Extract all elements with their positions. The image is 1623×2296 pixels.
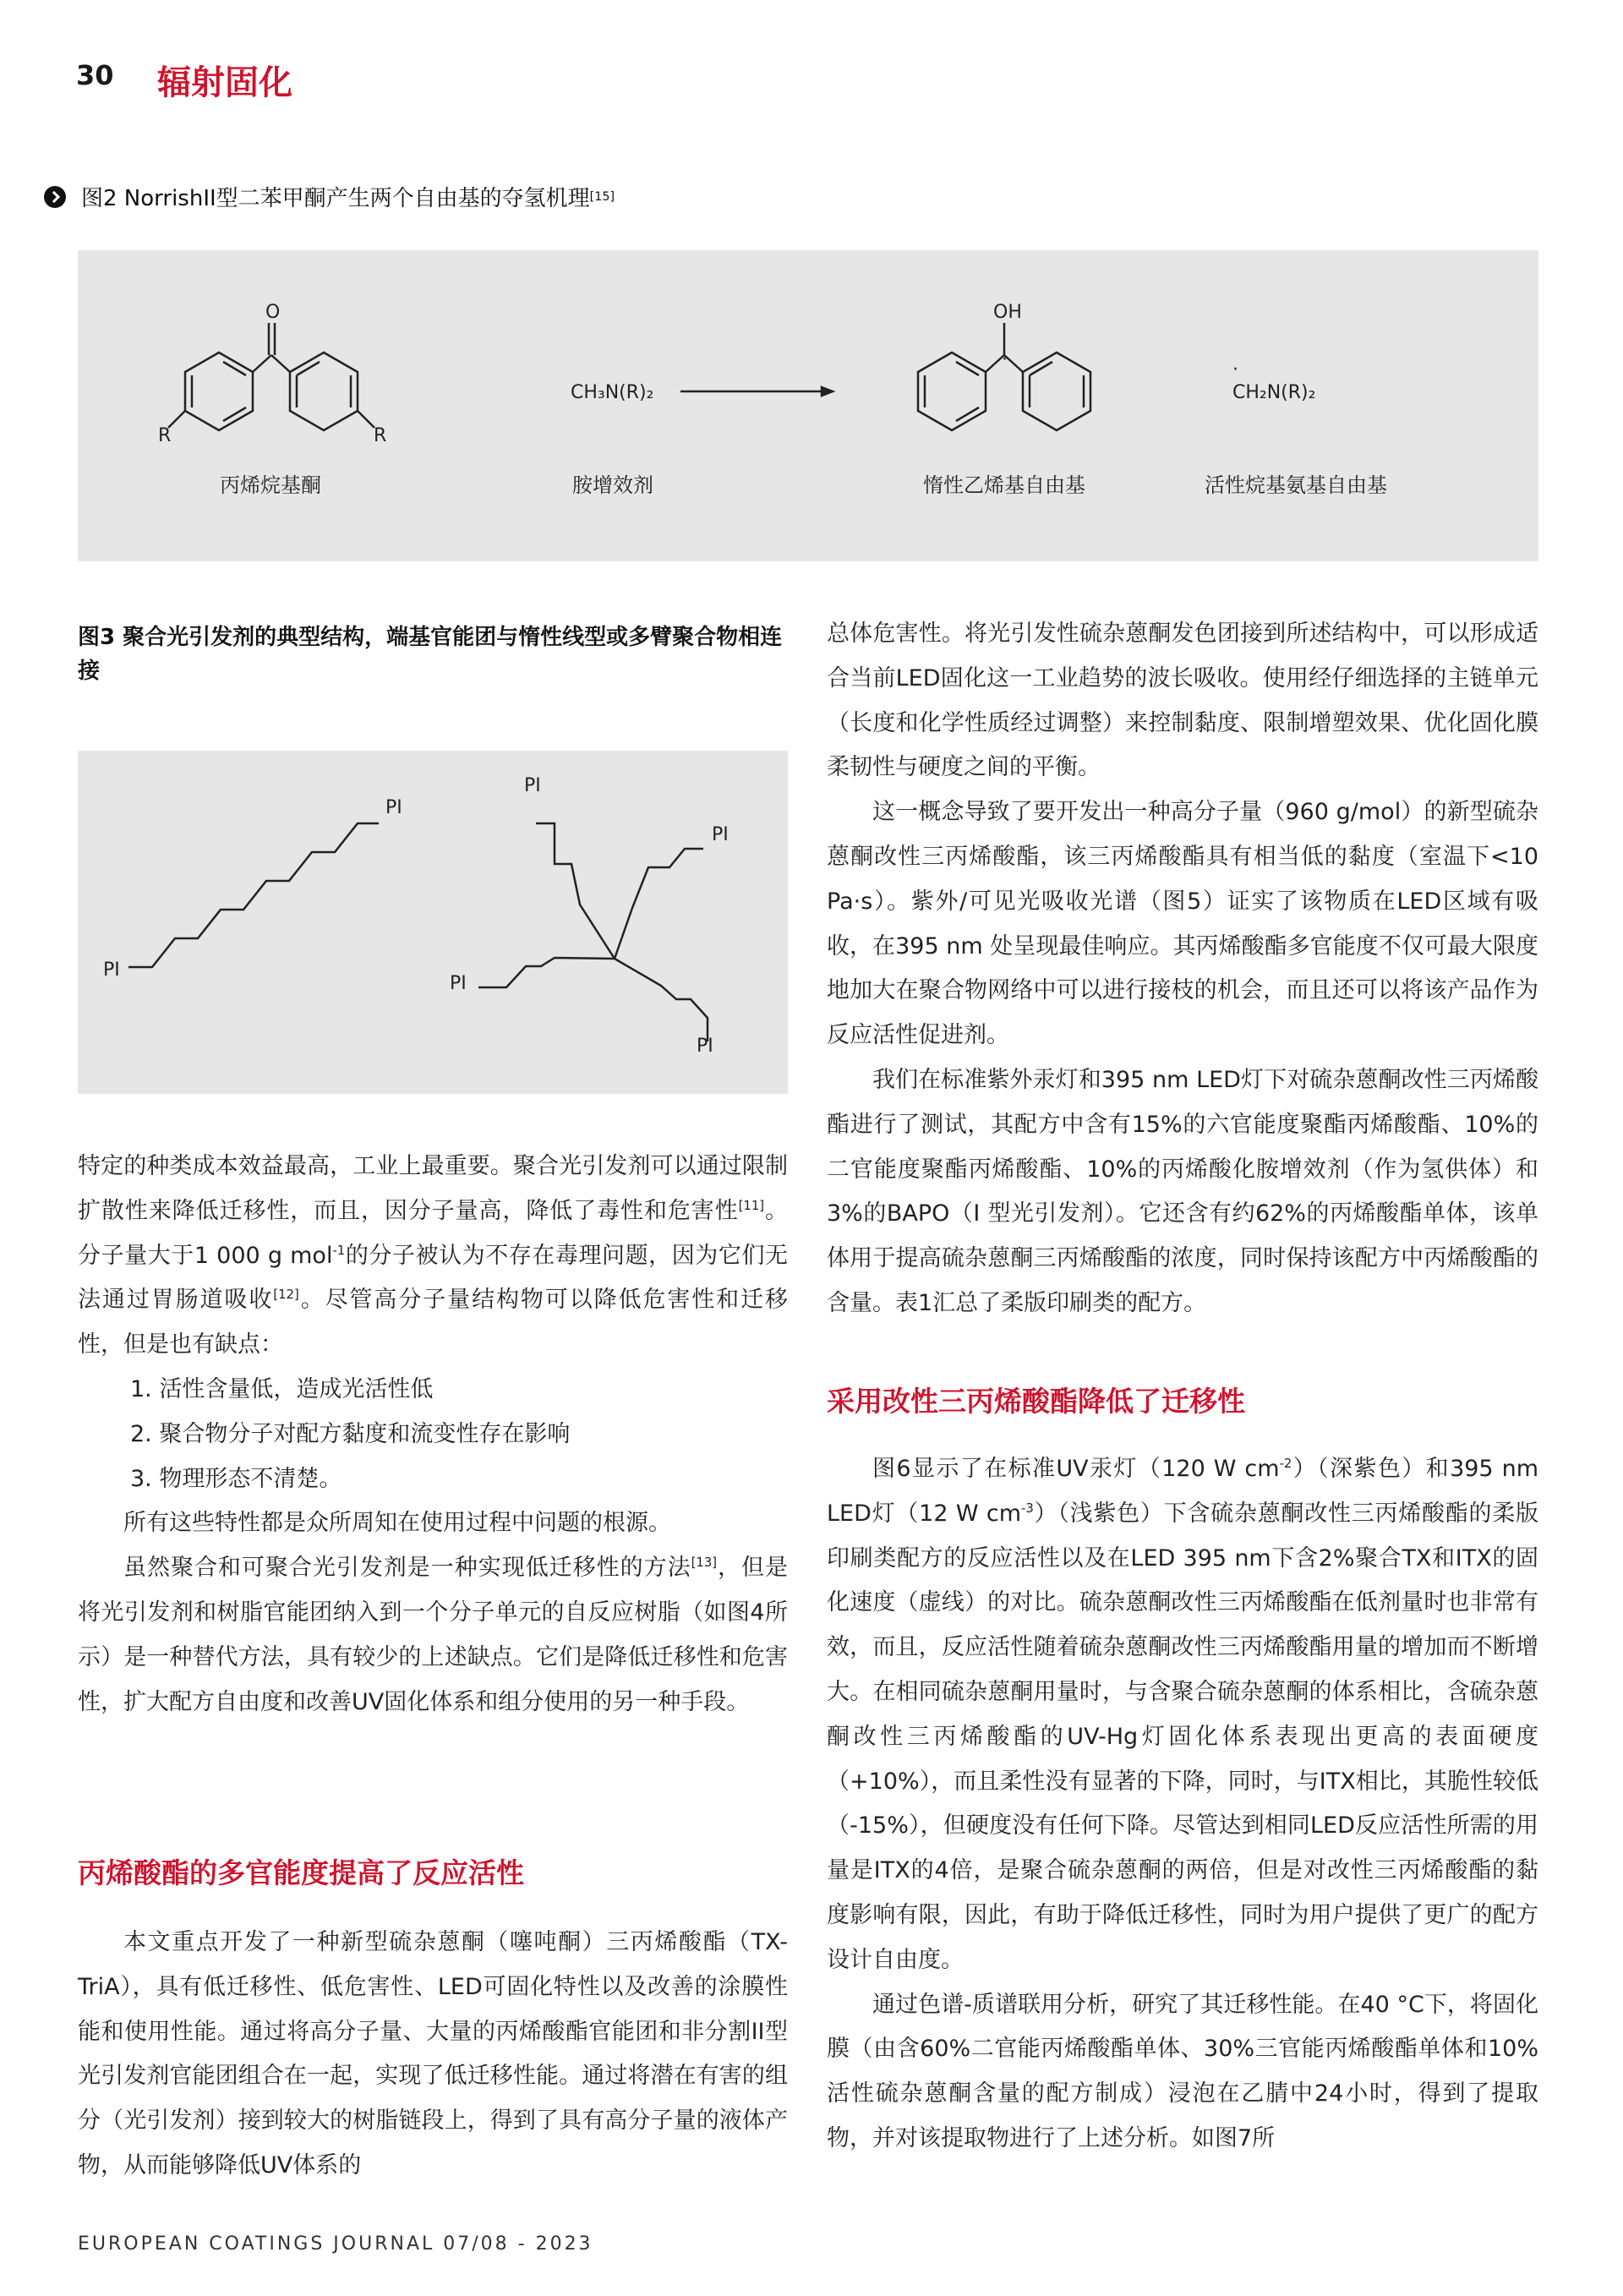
- superscript: -2: [1279, 1456, 1292, 1471]
- pi-label: PI: [450, 973, 467, 994]
- radical-dot: ·: [1232, 359, 1238, 380]
- figure-3-caption: 图3 聚合光引发剂的典型结构，端基官能团与惰性线型或多臂聚合物相连接: [78, 625, 783, 684]
- figure-2: [78, 250, 1538, 561]
- citation-ref: [11]: [738, 1197, 765, 1213]
- label-inert-radical: 惰性乙烯基自由基: [923, 473, 1085, 497]
- amine-formula: CH₃N(R)₂: [571, 382, 654, 403]
- benzene-ring-right: [290, 353, 358, 430]
- pi-label: PI: [712, 824, 729, 845]
- citation-ref: [12]: [273, 1287, 299, 1303]
- superscript: -1: [332, 1242, 346, 1258]
- text-run: 特定的种类成本效益最高，工业上最重要。聚合光引发剂可以通过限制扩散性来降低迁移性，而且，因分子量高，降低了毒性和危害性: [78, 1153, 788, 1224]
- section-heading: 采用改性三丙烯酸酯降低了迁移性: [827, 1385, 1245, 1418]
- text-run: 图6显示了在标准UV汞灯（120 W cm: [872, 1456, 1280, 1482]
- aminoalkyl-radical-formula: CH₂N(R)₂: [1232, 382, 1316, 403]
- text-run: 。尽管高分子量结构物可以降低危害性和迁移性，但是也有缺点：: [78, 1287, 789, 1358]
- pi-label: PI: [103, 959, 120, 981]
- figure-3: [78, 751, 788, 1094]
- right-column-body-2: [827, 1447, 1538, 2162]
- hydroxyl-label: OH: [993, 302, 1022, 323]
- superscript: -3: [1021, 1500, 1034, 1516]
- list-item: 2. 聚合物分子对配方黏度和流变性存在影响: [130, 1420, 571, 1447]
- text-run: 的分子被认为不存在毒理问题，因为它们无法通过胃肠道吸收: [78, 1242, 789, 1314]
- benzene-ring-radical-right: [1023, 353, 1090, 430]
- paragraph: 总体危害性。将光引发性硫杂蒽酮发色团接到所述结构中，可以形成适合当前LED固化这一工业趋势的波长吸收。使用经仔细选择的主链单元（长度和化学性质经过调整）来控制黏度、限制增塑效果、优化固化膜柔韧性与硬度之间的平衡。: [827, 620, 1538, 781]
- footer-journal-info: EUROPEAN COATINGS JOURNAL 07/08 - 2023: [78, 2233, 593, 2255]
- oxygen-atom-label: O: [265, 302, 281, 323]
- star-arm-left: [478, 958, 615, 987]
- paragraph: 通过色谱-质谱联用分析，研究了其迁移性能。在40 °C下，将固化膜（由含60%二官能丙烯酸酯单体、30%三官能丙烯酸酯单体和10%活性硫杂蒽酮含量的配方制成）浸泡在乙腈中24小时，得到了提取物，并对该提取物进行了上述分析。如图7所: [827, 1991, 1538, 2151]
- benzene-ring-left: [185, 353, 253, 430]
- left-column-body: [78, 1145, 788, 1725]
- star-arm-right: [615, 849, 703, 959]
- paragraph: 我们在标准紫外汞灯和395 nm LED灯下对硫杂蒽酮改性三丙烯酸酯进行了测试，其配方中含有15%的六官能度聚酯丙烯酸酯、10%的二官能度聚酯丙烯酸酯、10%的丙烯酸化胺增效剂（作为氢供体）和3%的BAPO（I 型光引发剂）。它还含有约62%的丙烯酸酯单体，该单体用于提高硫杂蒽酮三丙烯酸酯的浓度，同时保持该配方中丙烯酸酯的含量。表1汇总了柔版印刷类的配方。: [827, 1066, 1538, 1316]
- label-alkyl-ketone: 丙烯烷基酮: [220, 473, 321, 497]
- radical-dot: ·: [1002, 349, 1008, 370]
- pi-label: PI: [524, 775, 541, 796]
- paragraph: 所有这些特性都是众所周知在使用过程中问题的根源。: [123, 1510, 671, 1537]
- pi-label: PI: [385, 797, 402, 818]
- paragraph: [78, 1546, 788, 1725]
- benzene-ring-radical-left: [918, 353, 986, 430]
- pi-label: PI: [697, 1036, 713, 1057]
- figure-2-caption: 图2 NorrishII型二苯甲酮产生两个自由基的夺氢机理 [15]: [44, 181, 615, 212]
- citation-ref: [13]: [691, 1555, 718, 1571]
- section-heading: 丙烯酸酯的多官能度提高了反应活性: [78, 1856, 524, 1889]
- page-number: 30: [76, 59, 114, 91]
- label-active-radical: 活性烷基氨基自由基: [1205, 473, 1387, 497]
- figure-3-structures: [78, 751, 788, 1094]
- star-arm-top: [536, 823, 615, 959]
- figure-2-caption-text: 图2 NorrishII型二苯甲酮产生两个自由基的夺氢机理: [81, 186, 590, 211]
- text-run: ）（浅紫色）下含硫杂蒽酮改性三丙烯酸酯的柔版印刷类配方的反应活性以及在LED 395 nm下含2%聚合TX和ITX的固化速度（虚线）的对比。硫杂蒽酮改性三丙烯酸酯在低剂量时也非常有效，而且，反应活性随着硫杂蒽酮改性三丙烯酸酯用量的增加而不断增大。在相同硫杂蒽酮用量时，与含聚合硫杂蒽酮的体系相比，含硫杂蒽酮改性三丙烯酸酯的UV-Hg灯固化体系表现出更高的表面硬度（+10%），而且柔性没有显著的下降，同时，与ITX相比，其脆性较低（-15%），但硬度没有任何下降。尽管达到相同LED反应活性所需的用量是ITX的4倍，是聚合硫杂蒽酮的两倍，但是对改性三丙烯酸酯的黏度影响有限，因此，有助于降低迁移性，同时为用户提供了更广的配方设计自由度。: [827, 1500, 1538, 1973]
- paragraph: 这一概念导致了要开发出一种高分子量（960 g/mol）的新型硫杂蒽酮改性三丙烯酸酯，该三丙烯酸酯具有相当低的黏度（室温下<10 Pa·s）。紫外/可见光吸收光谱（图5）证实了该物质在LED区域有吸收，在395 nm 处呈现最佳响应。其丙烯酸酯多官能度不仅可最大限度地加大在聚合物网络中可以进行接枝的机会，而且还可以将该产品作为反应活性促进剂。: [827, 799, 1538, 1049]
- text-run: 虽然聚合和可聚合光引发剂是一种实现低迁移性的方法: [123, 1555, 691, 1582]
- right-column-body: [827, 612, 1538, 1326]
- text-run: ，但是将光引发剂和树脂官能团纳入到一个分子单元的自反应树脂（如图4所示）是一种替代方法，具有较少的上述缺点。它们是降低迁移性和危害性，扩大配方自由度和改善UV固化体系和组分使用的另一种手段。: [78, 1555, 789, 1715]
- left-column-body-2: [78, 1921, 788, 2189]
- linear-polymer-chain: [128, 823, 379, 967]
- star-arm-bottom: [615, 959, 708, 1041]
- r-group-right: R: [374, 425, 387, 446]
- chevron-right-circle-icon: [44, 186, 66, 208]
- list-item: 3. 物理形态不清楚。: [130, 1465, 342, 1492]
- paragraph: [78, 1145, 788, 1368]
- section-title: 辐射固化: [157, 63, 292, 102]
- text-run: 。分子量大于1 000 g mol: [78, 1197, 789, 1269]
- text-run: ）（深紫色）和395 nm LED灯（12 W cm: [827, 1456, 1539, 1527]
- paragraph: 本文重点开发了一种新型硫杂蒽酮（噻吨酮）三丙烯酸酯（TX-TriA），具有低迁移性、低危害性、LED可固化特性以及改善的涂膜性能和使用性能。通过将高分子量、大量的丙烯酸酯官能团和非分割II型光引发剂官能团组合在一起，实现了低迁移性能。通过将潜在有害的组分（光引发剂）接到较大的树脂链段上，得到了具有高分子量的液体产物，从而能够降低UV体系的: [78, 1929, 788, 2178]
- label-amine-synergist: 胺增效剂: [572, 473, 653, 497]
- r-group-left: R: [158, 425, 172, 446]
- paragraph: [827, 1447, 1538, 1983]
- list-item: 1. 活性含量低，造成光活性低: [130, 1375, 434, 1402]
- figure-2-structures: [78, 250, 1538, 561]
